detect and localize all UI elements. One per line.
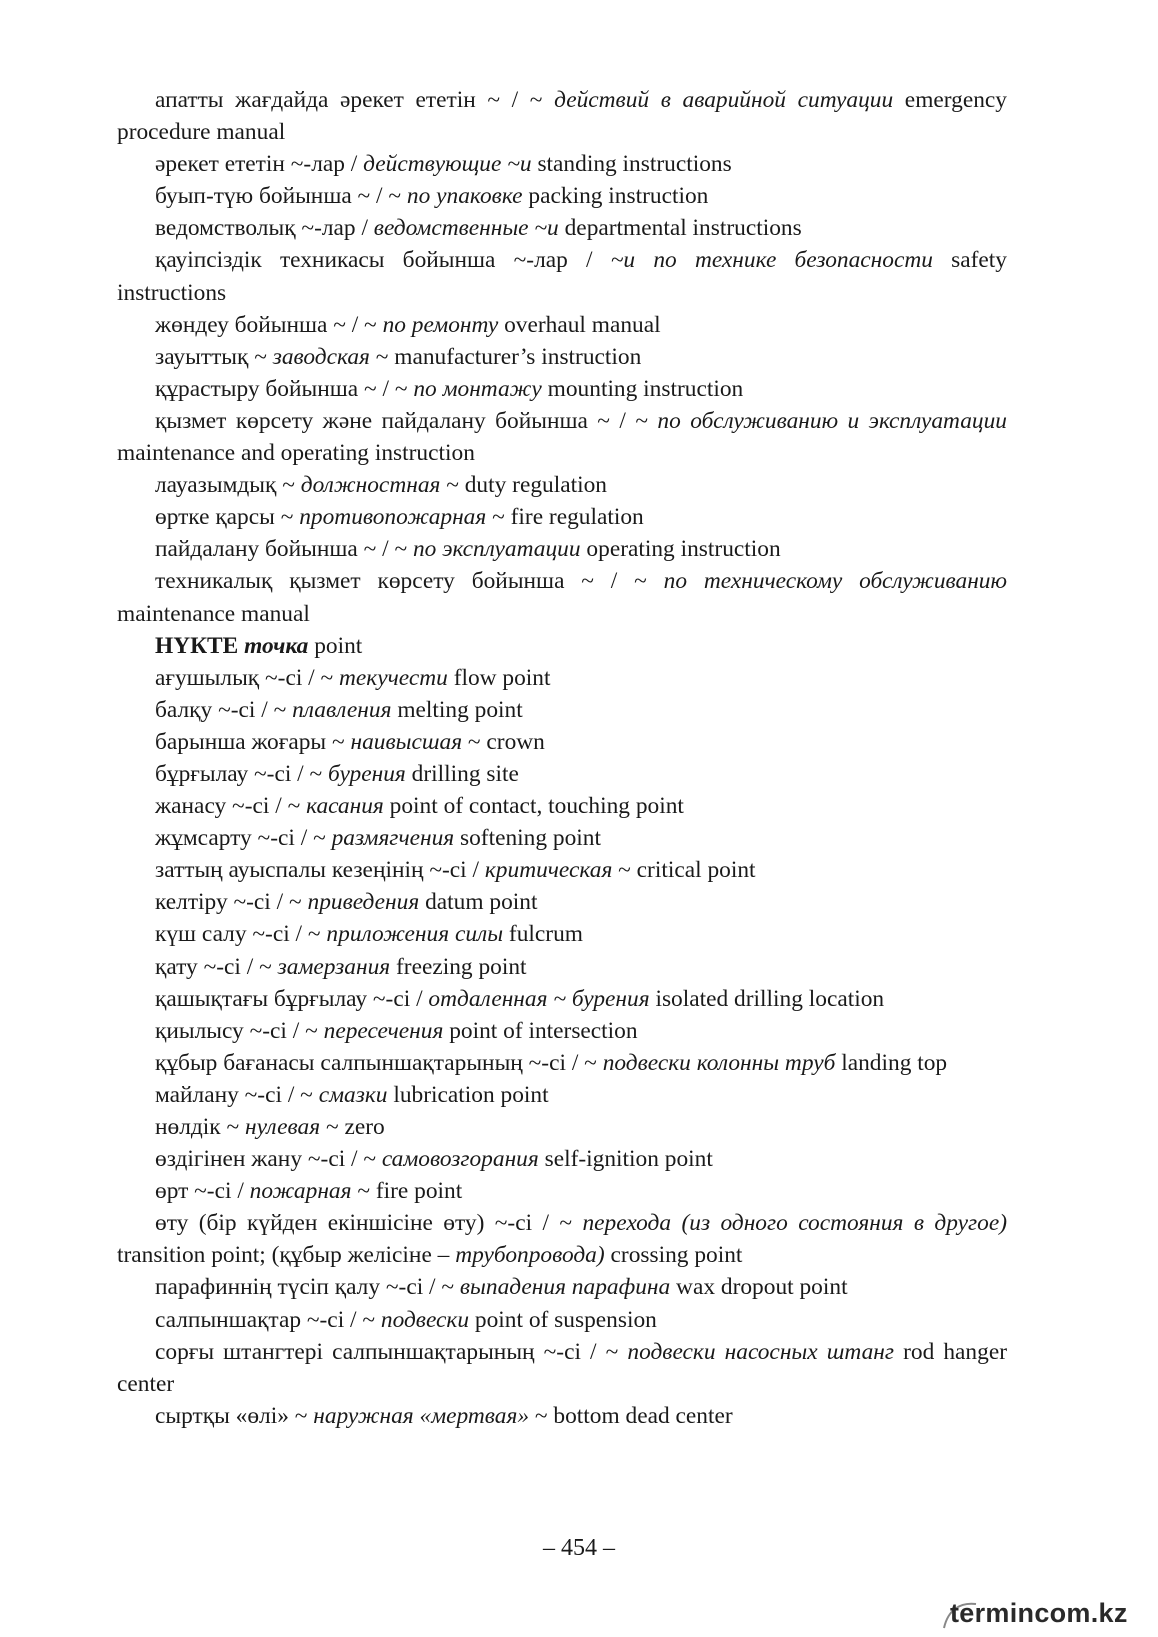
entry-text: қызмет көрсету және пайдалану бойынша ~ / ~ [155,407,658,434]
entry-text: пайдалану бойынша ~ / ~ [155,536,413,563]
entry-text: mounting instruction [541,375,744,402]
entry-text: қату ~-сі / ~ [155,953,278,980]
entry-text: flow point [447,664,551,691]
dictionary-entry [117,565,1007,629]
entry-text: transition point; (құбыр желісіне – [117,1242,456,1269]
russian-term: по упаковке [406,183,523,210]
entry-text: ведомстволық ~-лар / [155,215,374,242]
russian-term: подвески колонны труб [602,1049,836,1076]
entry-text: maintenance manual [117,600,310,627]
dictionary-entry [117,212,1007,244]
entry-text: ~ fire point [351,1178,463,1205]
dictionary-entry [117,84,1007,148]
entry-text: ~ zero [320,1114,385,1140]
dictionary-entry [117,1336,1007,1400]
entry-text: барынша жоғары ~ [155,728,351,755]
dictionary-entry [117,822,1007,854]
dictionary-entry [117,148,1007,180]
entries-list [117,84,1007,1432]
russian-term: приведения [307,889,420,916]
russian-term: действий в аварийной ситуации [554,87,894,113]
entry-text: өздігінен жану ~-сі / ~ [155,1146,382,1173]
entry-text: ~ bottom dead center [529,1402,733,1429]
dictionary-entry [117,341,1007,373]
entry-text: ~ crown [462,728,545,755]
entry-text: ~ manufacturer’s instruction [369,343,642,370]
russian-term: должностная [300,472,441,499]
entry-text: өрт ~-сі / [155,1178,250,1205]
entry-text: буып-түю бойынша ~ / ~ [155,183,407,210]
entry-text: ~ duty regulation [440,472,608,499]
entry-text: datum point [419,889,538,916]
russian-term: трубопровода) [455,1242,605,1269]
russian-term: по монтажу [413,375,542,402]
dictionary-entry [117,1271,1007,1303]
dictionary-entry [117,309,1007,341]
dictionary-entry [117,886,1007,918]
entry-text: overhaul manual [498,311,661,338]
russian-term: критическая [484,857,613,884]
russian-term: действующие ~и [363,151,532,178]
entry-text: departmental instructions [558,215,802,242]
dictionary-entry [117,726,1007,758]
dictionary-entry [117,630,1007,662]
entry-text: салпыншақтар ~-сі / ~ [155,1306,381,1333]
dictionary-entry [117,405,1007,469]
dictionary-entry [117,180,1007,212]
russian-term: пожарная [249,1178,352,1205]
russian-term: смазки [318,1081,388,1108]
dictionary-page [117,84,1007,1432]
entry-text: нөлдік ~ [155,1114,245,1140]
entry-text: техникалық қызмет көрсету бойынша ~ / ~ [155,568,664,595]
russian-term: замерзания [277,953,391,980]
entry-text: құбыр бағанасы салпыншақтарының ~-сі / ~ [155,1049,603,1076]
entry-text: rod hanger center [117,1338,1007,1397]
dictionary-entry [117,1400,1007,1432]
dictionary-entry [117,694,1007,726]
russian-term: наружная «мертвая» [313,1402,530,1429]
entry-text: isolated drilling location [649,985,885,1012]
entry-text: self-ignition point [538,1146,713,1173]
russian-term: самовозгорания [381,1146,539,1173]
russian-term: ~и по технике безопасности [610,247,933,274]
entry-text: заттың ауыспалы кезеңінің ~-сі / [155,857,485,884]
entry-text: freezing point [390,953,527,980]
russian-term: по эксплуатации [412,536,581,563]
entry-text: fulcrum [503,921,583,948]
dictionary-entry [117,983,1007,1015]
dictionary-entry [117,533,1007,565]
watermark-text: termincom.kz [950,1598,1128,1628]
russian-term: касания [306,793,384,820]
entry-text: operating instruction [580,536,781,563]
dictionary-entry [117,469,1007,501]
entry-text: майлану ~-сі / ~ [155,1081,319,1108]
dictionary-entry [117,662,1007,694]
dictionary-entry [117,373,1007,405]
entry-text: point of intersection [443,1017,638,1044]
russian-term: текучести [339,664,448,691]
entry-text: қиылысу ~-сі / ~ [155,1017,324,1044]
dictionary-entry [117,951,1007,983]
entry-text: crossing point [604,1242,743,1269]
russian-term: приложения силы [326,921,504,948]
russian-term: подвески [380,1306,470,1333]
dictionary-entry [117,918,1007,950]
entry-text: ағушылық ~-сі / ~ [155,664,340,691]
entry-text: қауіпсіздік техникасы бойынша ~-лар / [155,247,611,274]
russian-term: противопожарная [299,504,487,531]
entry-text: сыртқы «өлі» ~ [155,1402,314,1429]
dictionary-entry [117,1015,1007,1047]
entry-text: packing instruction [522,183,709,210]
entry-text: зауыттық ~ [155,343,273,370]
russian-term: по ремонту [382,311,499,338]
entry-text: қашықтағы бұрғылау ~-сі / [155,985,429,1012]
russian-term: подвески насосных штанг [627,1338,894,1365]
entry-text: wax dropout point [670,1274,848,1301]
entry-text: melting point [391,696,523,723]
entry-text: point of contact, touching point [383,793,684,820]
entry-text: maintenance and operating instruction [117,440,475,467]
russian-term: ведомственные ~и [373,215,559,242]
russian-term: наивысшая [350,728,463,755]
russian-term: отдаленная ~ бурения [428,985,650,1012]
entry-text: лауазымдық ~ [155,472,301,499]
entry-text: жөндеу бойынша ~ / ~ [155,311,383,338]
entry-text: құрастыру бойынша ~ / ~ [155,375,414,402]
entry-text: ~ critical point [612,857,756,884]
entry-text: бұрғылау ~-сі / ~ [155,760,329,787]
entry-text: жұмсарту ~-сі / ~ [155,825,332,852]
entry-text: апатты жағдайда әрекет ететін ~ / ~ [155,87,555,113]
dictionary-entry [117,1047,1007,1079]
russian-term: нулевая [245,1114,321,1140]
entry-text: point [308,632,363,659]
russian-term: по техническому обслуживанию [663,568,1007,595]
russian-term: выпадения парафина [459,1274,671,1301]
entry-text: өртке қарсы ~ [155,504,300,531]
entry-text: emergency procedure manual [117,87,1007,146]
dictionary-entry [117,1111,1007,1143]
page-number: – 454 – [543,1535,615,1561]
dictionary-entry [117,854,1007,886]
dictionary-entry [117,244,1007,308]
russian-term: плавления [292,696,392,723]
entry-text: landing top [835,1049,948,1076]
entry-text: point of suspension [469,1306,657,1333]
dictionary-entry [117,1175,1007,1207]
headword: НҮКТЕ [155,632,239,659]
dictionary-entry [117,1207,1007,1271]
headword-russian: точка [244,632,309,659]
entry-text: standing instructions [531,151,732,178]
entry-text: өту (бір күйден екіншісіне өту) ~-сі / ~ [155,1210,583,1237]
entry-text: safety instructions [117,247,1008,306]
entry-text: ~ fire regulation [486,504,644,531]
russian-term: по обслуживанию и эксплуатации [657,407,1007,434]
russian-term: пересечения [323,1017,444,1044]
entry-text: келтіру ~-сі / ~ [155,889,308,916]
entry-text: парафиннің түсіп қалу ~-сі / ~ [155,1274,460,1301]
dictionary-entry [117,1304,1007,1336]
russian-term: размягчения [331,825,455,852]
entry-text: жанасу ~-сі / ~ [155,793,307,820]
entry-text: softening point [454,825,601,852]
dictionary-entry [117,1079,1007,1111]
entry-text: күш салу ~-сі / ~ [155,921,327,948]
dictionary-entry [117,501,1007,533]
entry-text: балқу ~-сі / ~ [155,696,293,723]
entry-text: сорғы штангтері салпыншақтарының ~-сі / ~ [155,1338,628,1365]
watermark-logo [940,1598,1150,1634]
dictionary-entry [117,790,1007,822]
entry-text: әрекет ететін ~-лар / [155,151,364,178]
russian-term: заводская [272,343,370,370]
entry-text: drilling site [405,760,519,787]
russian-term: перехода (из одного состояния в другое) [582,1210,1007,1237]
dictionary-entry [117,758,1007,790]
dictionary-entry [117,1143,1007,1175]
entry-text: lubrication point [387,1081,549,1108]
russian-term: бурения [328,760,406,787]
